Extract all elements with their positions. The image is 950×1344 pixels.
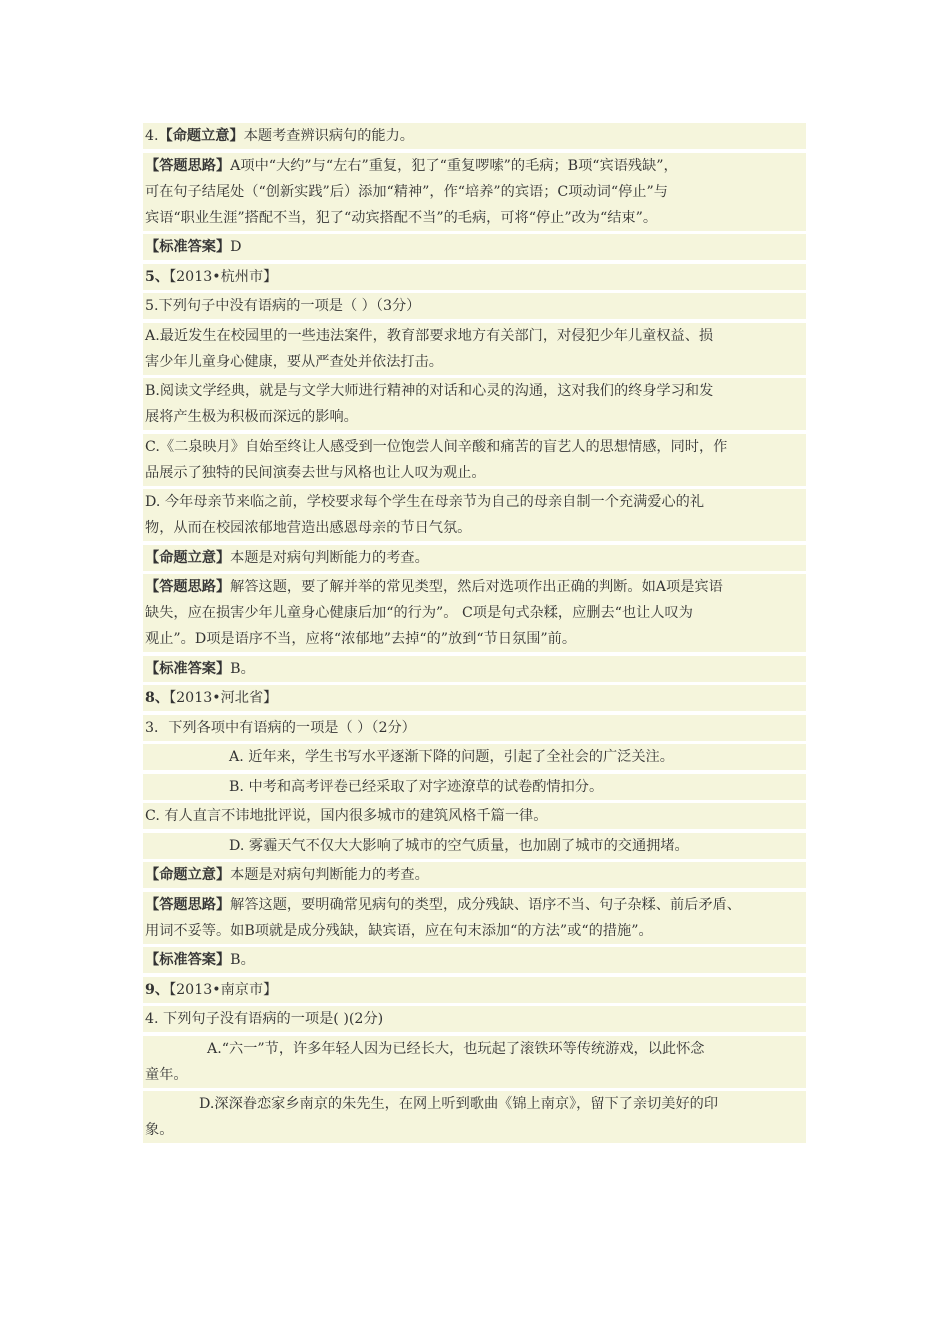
text-line-q8-stem: [143, 715, 806, 741]
text-segment: 物，从而在校园浓郁地营造出感恩母亲的节日气氛。: [145, 520, 472, 536]
text-segment: 解答这题，要了解并举的常见类型，然后对选项作出正确的判断。如A项是宾语: [230, 579, 723, 595]
text-line-q5-a-1: [143, 323, 806, 349]
text-line-q9-d-2: [143, 1117, 806, 1143]
text-line-q8-c: [143, 803, 806, 829]
text-segment: B. 中考和高考评卷已经采取了对字迹潦草的试卷酌情扣分。: [229, 778, 604, 795]
text-line-q5-c-1: [143, 434, 806, 460]
text-line-q9-d-1: [143, 1091, 806, 1117]
text-segment: D. 雾霾天气不仅大大影响了城市的空气质量，也加剧了城市的交通拥堵。: [229, 837, 689, 854]
text-line-q5-idea-3: [143, 626, 806, 652]
label-bold: 9、: [145, 981, 170, 998]
text-line-q4-idea-2: [143, 179, 806, 205]
text-segment: A项中“大约”与“左右”重复，犯了“重复啰嗦”的毛病；B项“宾语残缺”，: [230, 157, 678, 174]
text-segment: 品展示了独特的民间演奏去世与风格也让人叹为观止。: [145, 464, 486, 481]
text-line-q8-source: [143, 685, 806, 711]
text-segment: 3．下列各项中有语病的一项是（ ）（2分）: [145, 719, 416, 736]
text-segment: 【2013•杭州市】: [169, 268, 278, 285]
text-segment: 害少年儿童身心健康，要从严查处并依法打击。: [145, 353, 443, 370]
text-segment: 4. 下列句子没有语病的一项是( )(2分): [145, 1011, 384, 1027]
text-line-q4-idea-1: [143, 153, 806, 179]
text-segment: 【2013•南京市】: [169, 981, 278, 998]
text-line-q8-b: [143, 774, 806, 800]
label-bold: 【答题思路】: [145, 579, 231, 595]
text-segment: D. 今年母亲节来临之前，学校要求每个学生在母亲节为自己的母亲自制一个充满爱心的礼: [145, 494, 705, 510]
text-line-q4-intent: [143, 123, 806, 149]
text-line-q5-intent: [143, 545, 806, 571]
label-bold: 8、: [145, 690, 170, 706]
text-segment: 宾语“职业生涯”搭配不当，犯了“动宾搭配不当”的毛病，可将“停止”改为“结束”。: [145, 209, 658, 226]
text-segment: 缺失，应在损害少年儿童身心健康后加“的行为”。 C项是句式杂糅，应删去“也让人叹为: [145, 605, 693, 621]
label-bold: 【命题立意】: [145, 549, 231, 566]
text-segment: B。: [230, 660, 255, 677]
text-segment: 本题是对病句判断能力的考查。: [230, 549, 429, 566]
label-bold: 【标准答案】: [145, 239, 231, 255]
text-segment: 象。: [145, 1122, 174, 1138]
text-segment: 解答这题，要明确常见病句的类型，成分残缺、语序不当、句子杂糅、前后矛盾、: [230, 896, 741, 913]
text-segment: 用词不妥等。如B项就是成分残缺，缺宾语，应在句末添加“的方法”或“的措施”。: [145, 922, 653, 939]
document-body: [143, 123, 806, 1143]
text-segment: B。: [230, 952, 255, 968]
text-segment: 观止”。D项是语序不当，应将“浓郁地”去掉“的”放到“节日氛围”前。: [145, 631, 577, 647]
text-segment: C.《二泉映月》自始至终让人感受到一位饱尝人间辛酸和痛苦的盲艺人的思想情感，同时，作: [145, 438, 728, 455]
text-segment: 4.: [145, 128, 159, 144]
text-segment: 本题是对病句判断能力的考查。: [230, 867, 429, 883]
text-segment: 本题考查辨识病句的能力。: [243, 128, 414, 144]
text-line-q9-stem: [143, 1006, 806, 1032]
text-line-q5-b-2: [143, 404, 806, 430]
text-line-q5-stem: [143, 293, 806, 319]
label-bold: 【命题立意】: [145, 867, 231, 883]
text-line-q8-d: [143, 833, 806, 859]
label-bold: 【命题立意】: [158, 128, 244, 144]
text-line-q5-idea-2: [143, 600, 806, 626]
text-segment: 展将产生极为积极而深远的影响。: [145, 409, 358, 425]
text-segment: A. 近年来，学生书写水平逐渐下降的问题，引起了全社会的广泛关注。: [229, 749, 674, 765]
text-line-q5-d-1: [143, 489, 806, 515]
text-segment: C. 有人直言不讳地批评说，国内很多城市的建筑风格千篇一律。: [145, 808, 548, 824]
text-line-q8-a: [143, 744, 806, 770]
text-line-q5-b-1: [143, 378, 806, 404]
text-segment: D.深深眷恋家乡南京的朱先生，在网上听到歌曲《锦上南京》，留下了亲切美好的印: [199, 1096, 719, 1112]
label-bold: 【答题思路】: [145, 896, 231, 913]
text-line-q8-answer: [143, 947, 806, 973]
text-segment: 可在句子结尾处（“创新实践”后）添加“精神”，作“培养”的宾语；C项动词“停止”与: [145, 183, 668, 200]
text-segment: D: [230, 239, 242, 255]
label-bold: 【标准答案】: [145, 660, 231, 677]
text-line-q9-a-2: [143, 1062, 806, 1088]
text-line-q4-answer: [143, 234, 806, 260]
text-line-q8-intent: [143, 862, 806, 888]
text-line-q5-source: [143, 264, 806, 290]
label-bold: 【答题思路】: [145, 157, 231, 174]
text-segment: 童年。: [145, 1066, 188, 1083]
text-line-q9-a-1: [143, 1036, 806, 1062]
text-line-q9-source: [143, 977, 806, 1003]
text-line-q5-c-2: [143, 460, 806, 486]
text-segment: A.最近发生在校园里的一些违法案件，教育部要求地方有关部门，对侵犯少年儿童权益、损: [145, 327, 714, 344]
text-segment: A.“六一”节，许多年轻人因为已经长大，也玩起了滚铁环等传统游戏，以此怀念: [207, 1040, 705, 1057]
text-line-q8-idea-1: [143, 892, 806, 918]
text-line-q8-idea-2: [143, 918, 806, 944]
label-bold: 5、: [145, 268, 170, 285]
text-segment: 【2013•河北省】: [169, 690, 278, 706]
text-line-q5-d-2: [143, 515, 806, 541]
text-line-q4-idea-3: [143, 205, 806, 231]
label-bold: 【标准答案】: [145, 952, 231, 968]
text-line-q5-idea-1: [143, 574, 806, 600]
text-line-q5-answer: [143, 656, 806, 682]
text-segment: B.阅读文学经典，就是与文学大师进行精神的对话和心灵的沟通，这对我们的终身学习和发: [145, 383, 714, 399]
text-segment: 5.下列句子中没有语病的一项是（ ）（3分）: [145, 298, 421, 314]
text-line-q5-a-2: [143, 349, 806, 375]
